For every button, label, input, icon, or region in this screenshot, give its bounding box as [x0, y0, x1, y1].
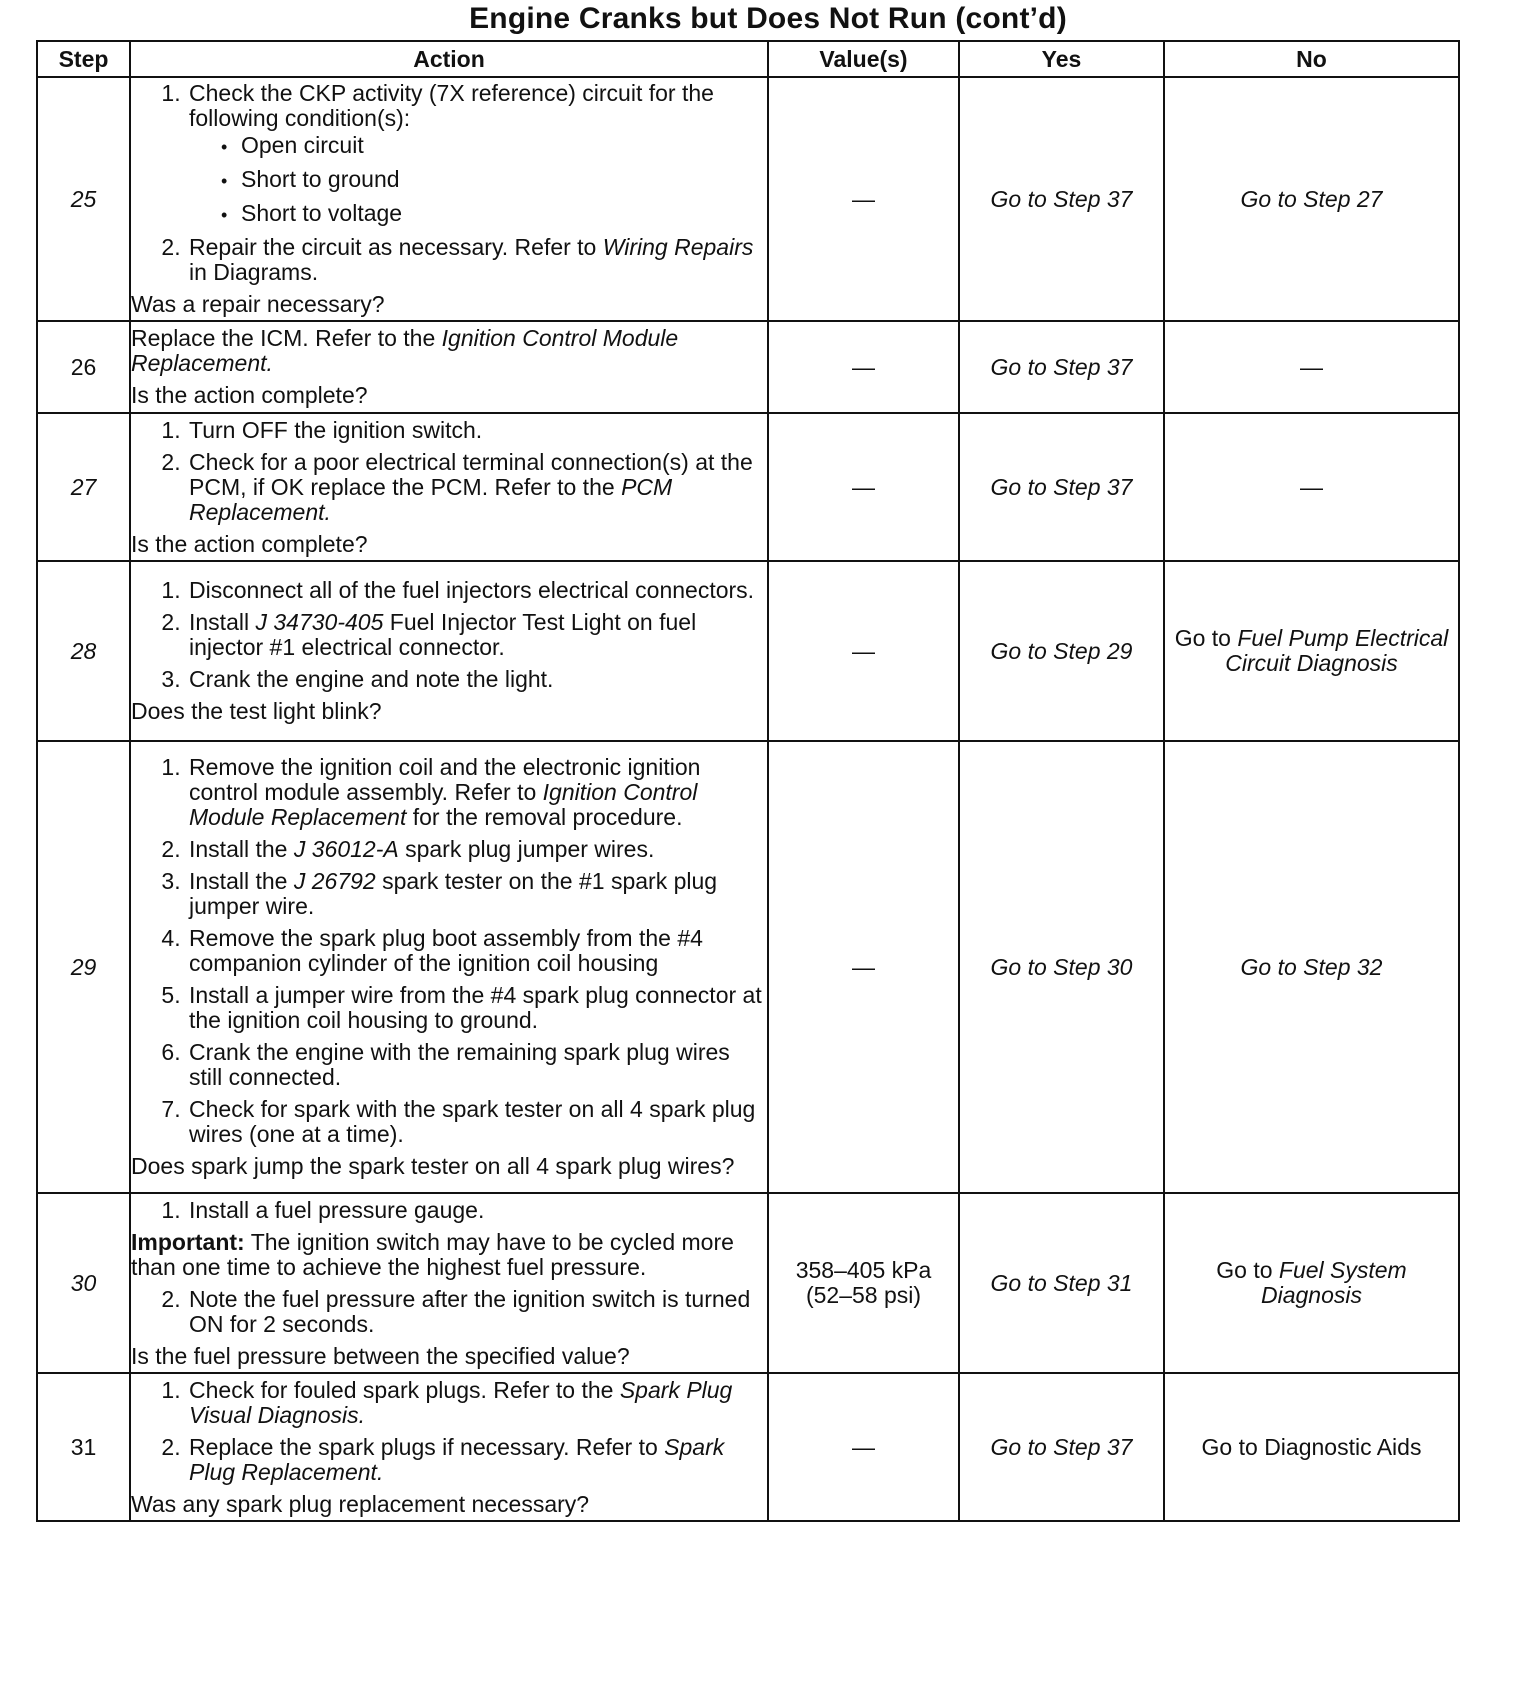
action-item: 3. Crank the engine and note the light. — [187, 667, 767, 692]
action-cell — [130, 1373, 768, 1521]
table-row-step-30 — [37, 1193, 1459, 1373]
value-cell: — — [768, 413, 959, 561]
action-item: 2. Install J 34730-405 Fuel Injector Test Light on fuel injector #1 electrical connector. — [187, 610, 767, 660]
no-cell: — — [1164, 413, 1459, 561]
reference-link: Spark Plug Visual Diagnosis. — [189, 1376, 733, 1428]
yes-cell: Go to Step 37 — [959, 1373, 1164, 1521]
no-cell: Go to Step 27 — [1164, 77, 1459, 321]
action-item: 2. Note the fuel pressure after the ignition switch is turned ON for 2 seconds. — [187, 1287, 767, 1337]
no-cell: Go to Step 32 — [1164, 741, 1459, 1193]
tool-reference: J 26792 — [293, 868, 376, 894]
bullet-item: • Short to voltage — [219, 201, 767, 228]
action-cell — [130, 741, 768, 1193]
reference-link: PCM Replacement. — [189, 473, 673, 525]
header-row — [37, 41, 1459, 77]
action-item: 2. Repair the circuit as necessary. Refer to Wiring Repairs in Diagrams. — [187, 235, 767, 285]
value-psi: (52–58 psi) — [805, 1282, 922, 1308]
header-action: Action — [130, 41, 768, 77]
action-item: 7. Check for spark with the spark tester on all 4 spark plug wires (one at a time). — [187, 1097, 767, 1147]
value-cell: — — [768, 77, 959, 321]
action-item: 3. Install the J 26792 spark tester on the #1 spark plug jumper wire. — [187, 869, 767, 919]
table-row-step-28 — [37, 561, 1459, 741]
value-cell: — — [768, 1373, 959, 1521]
step-number: 28 — [37, 561, 130, 741]
action-item: 1. Check for fouled spark plugs. Refer to the Spark Plug Visual Diagnosis. — [187, 1378, 767, 1428]
action-cell — [130, 561, 768, 741]
value-cell: — — [768, 321, 959, 413]
yes-cell: Go to Step 30 — [959, 741, 1164, 1193]
step-number: 31 — [37, 1373, 130, 1521]
action-cell — [130, 77, 768, 321]
table-row-step-25 — [37, 77, 1459, 321]
action-item: 1. Disconnect all of the fuel injectors electrical connectors. — [187, 578, 767, 603]
header-values: Value(s) — [768, 41, 959, 77]
no-cell: — — [1164, 321, 1459, 413]
bullet-item: • Open circuit — [219, 133, 767, 160]
question: Is the fuel pressure between the specified value? — [131, 1342, 630, 1369]
question: Was a repair necessary? — [131, 291, 385, 317]
step-number: 29 — [37, 741, 130, 1193]
action-item: 1. Turn OFF the ignition switch. — [187, 418, 767, 443]
action-cell — [130, 413, 768, 561]
reference-link: Fuel System Diagnosis — [1261, 1257, 1407, 1308]
condition-list — [189, 133, 767, 228]
no-cell: Go to Diagnostic Aids — [1164, 1373, 1459, 1521]
action-item: 6. Crank the engine with the remaining spark plug wires still connected. — [187, 1040, 767, 1090]
step-number: 25 — [37, 77, 130, 321]
table-row-step-27 — [37, 413, 1459, 561]
value-cell — [768, 1193, 959, 1373]
tool-reference: J 36012-A — [293, 836, 399, 862]
reference-link: Fuel Pump Electrical Circuit Diagnosis — [1225, 625, 1449, 676]
question: Was any spark plug replacement necessary? — [131, 1490, 590, 1517]
action-item: 2. Install the J 36012-A spark plug jumper wires. — [187, 837, 767, 862]
header-step: Step — [37, 41, 130, 77]
step-number: 27 — [37, 413, 130, 561]
yes-cell: Go to Step 37 — [959, 77, 1164, 321]
action-item: 5. Install a jumper wire from the #4 spark plug connector at the ignition coil housing to ground. — [187, 983, 767, 1033]
no-cell: Go to Fuel System Diagnosis — [1164, 1193, 1459, 1373]
header-no: No — [1164, 41, 1459, 77]
question: Does spark jump the spark tester on all 4 spark plug wires? — [131, 1153, 735, 1179]
no-cell: Go to Fuel Pump Electrical Circuit Diagnosis — [1164, 561, 1459, 741]
table-row-step-29 — [37, 741, 1459, 1193]
action-item: 2. Replace the spark plugs if necessary. Refer to Spark Plug Replacement. — [187, 1435, 767, 1485]
page-title: Engine Cranks but Does Not Run (cont’d) — [469, 2, 1067, 35]
question: Is the action complete? — [131, 530, 368, 557]
question: Does the test light blink? — [131, 698, 382, 724]
diagnostic-table — [36, 40, 1460, 1522]
header-yes: Yes — [959, 41, 1164, 77]
yes-cell: Go to Step 29 — [959, 561, 1164, 741]
yes-cell: Go to Step 37 — [959, 321, 1164, 413]
action-cell — [130, 321, 768, 413]
step-number: 30 — [37, 1193, 130, 1373]
question: Is the action complete? — [131, 382, 368, 408]
action-cell — [130, 1193, 768, 1373]
value-cell: — — [768, 561, 959, 741]
action-item: 4. Remove the spark plug boot assembly from the #4 companion cylinder of the ignition coil housing — [187, 926, 767, 976]
action-text: Replace the ICM. Refer to the Ignition Control Module Replacement. — [131, 325, 679, 376]
reference-link: Wiring Repairs — [602, 234, 754, 260]
reference-link: Ignition Control Module Replacement — [189, 779, 698, 830]
step-number: 26 — [37, 321, 130, 413]
important-note: Important: The ignition switch may have to be cycled more than one time to achieve the highest fuel pressure. — [131, 1228, 734, 1280]
bullet-item: • Short to ground — [219, 167, 767, 194]
action-item: 2. Check for a poor electrical terminal connection(s) at the PCM, if OK replace the PCM. Refer to the PCM Replacement. — [187, 450, 767, 525]
yes-cell: Go to Step 31 — [959, 1193, 1164, 1373]
yes-cell: Go to Step 37 — [959, 413, 1164, 561]
reference-link: Spark Plug Replacement. — [189, 1433, 725, 1485]
action-item: 1. Check the CKP activity (7X reference) circuit for the following condition(s): • Open circuit • Short to ground • Short to voltage — [187, 81, 767, 228]
table-row-step-26 — [37, 321, 1459, 413]
action-item: 1. Install a fuel pressure gauge. — [187, 1198, 767, 1223]
value-kpa: 358–405 kPa — [795, 1257, 932, 1283]
reference-link: Ignition Control Module Replacement. — [131, 325, 679, 376]
value-cell: — — [768, 741, 959, 1193]
tool-reference: J 34730-405 — [255, 609, 384, 635]
table-row-step-31 — [37, 1373, 1459, 1521]
action-item: 1. Remove the ignition coil and the electronic ignition control module assembly. Refer to Ignition Control Module Replacement for the removal procedure. — [187, 755, 767, 830]
